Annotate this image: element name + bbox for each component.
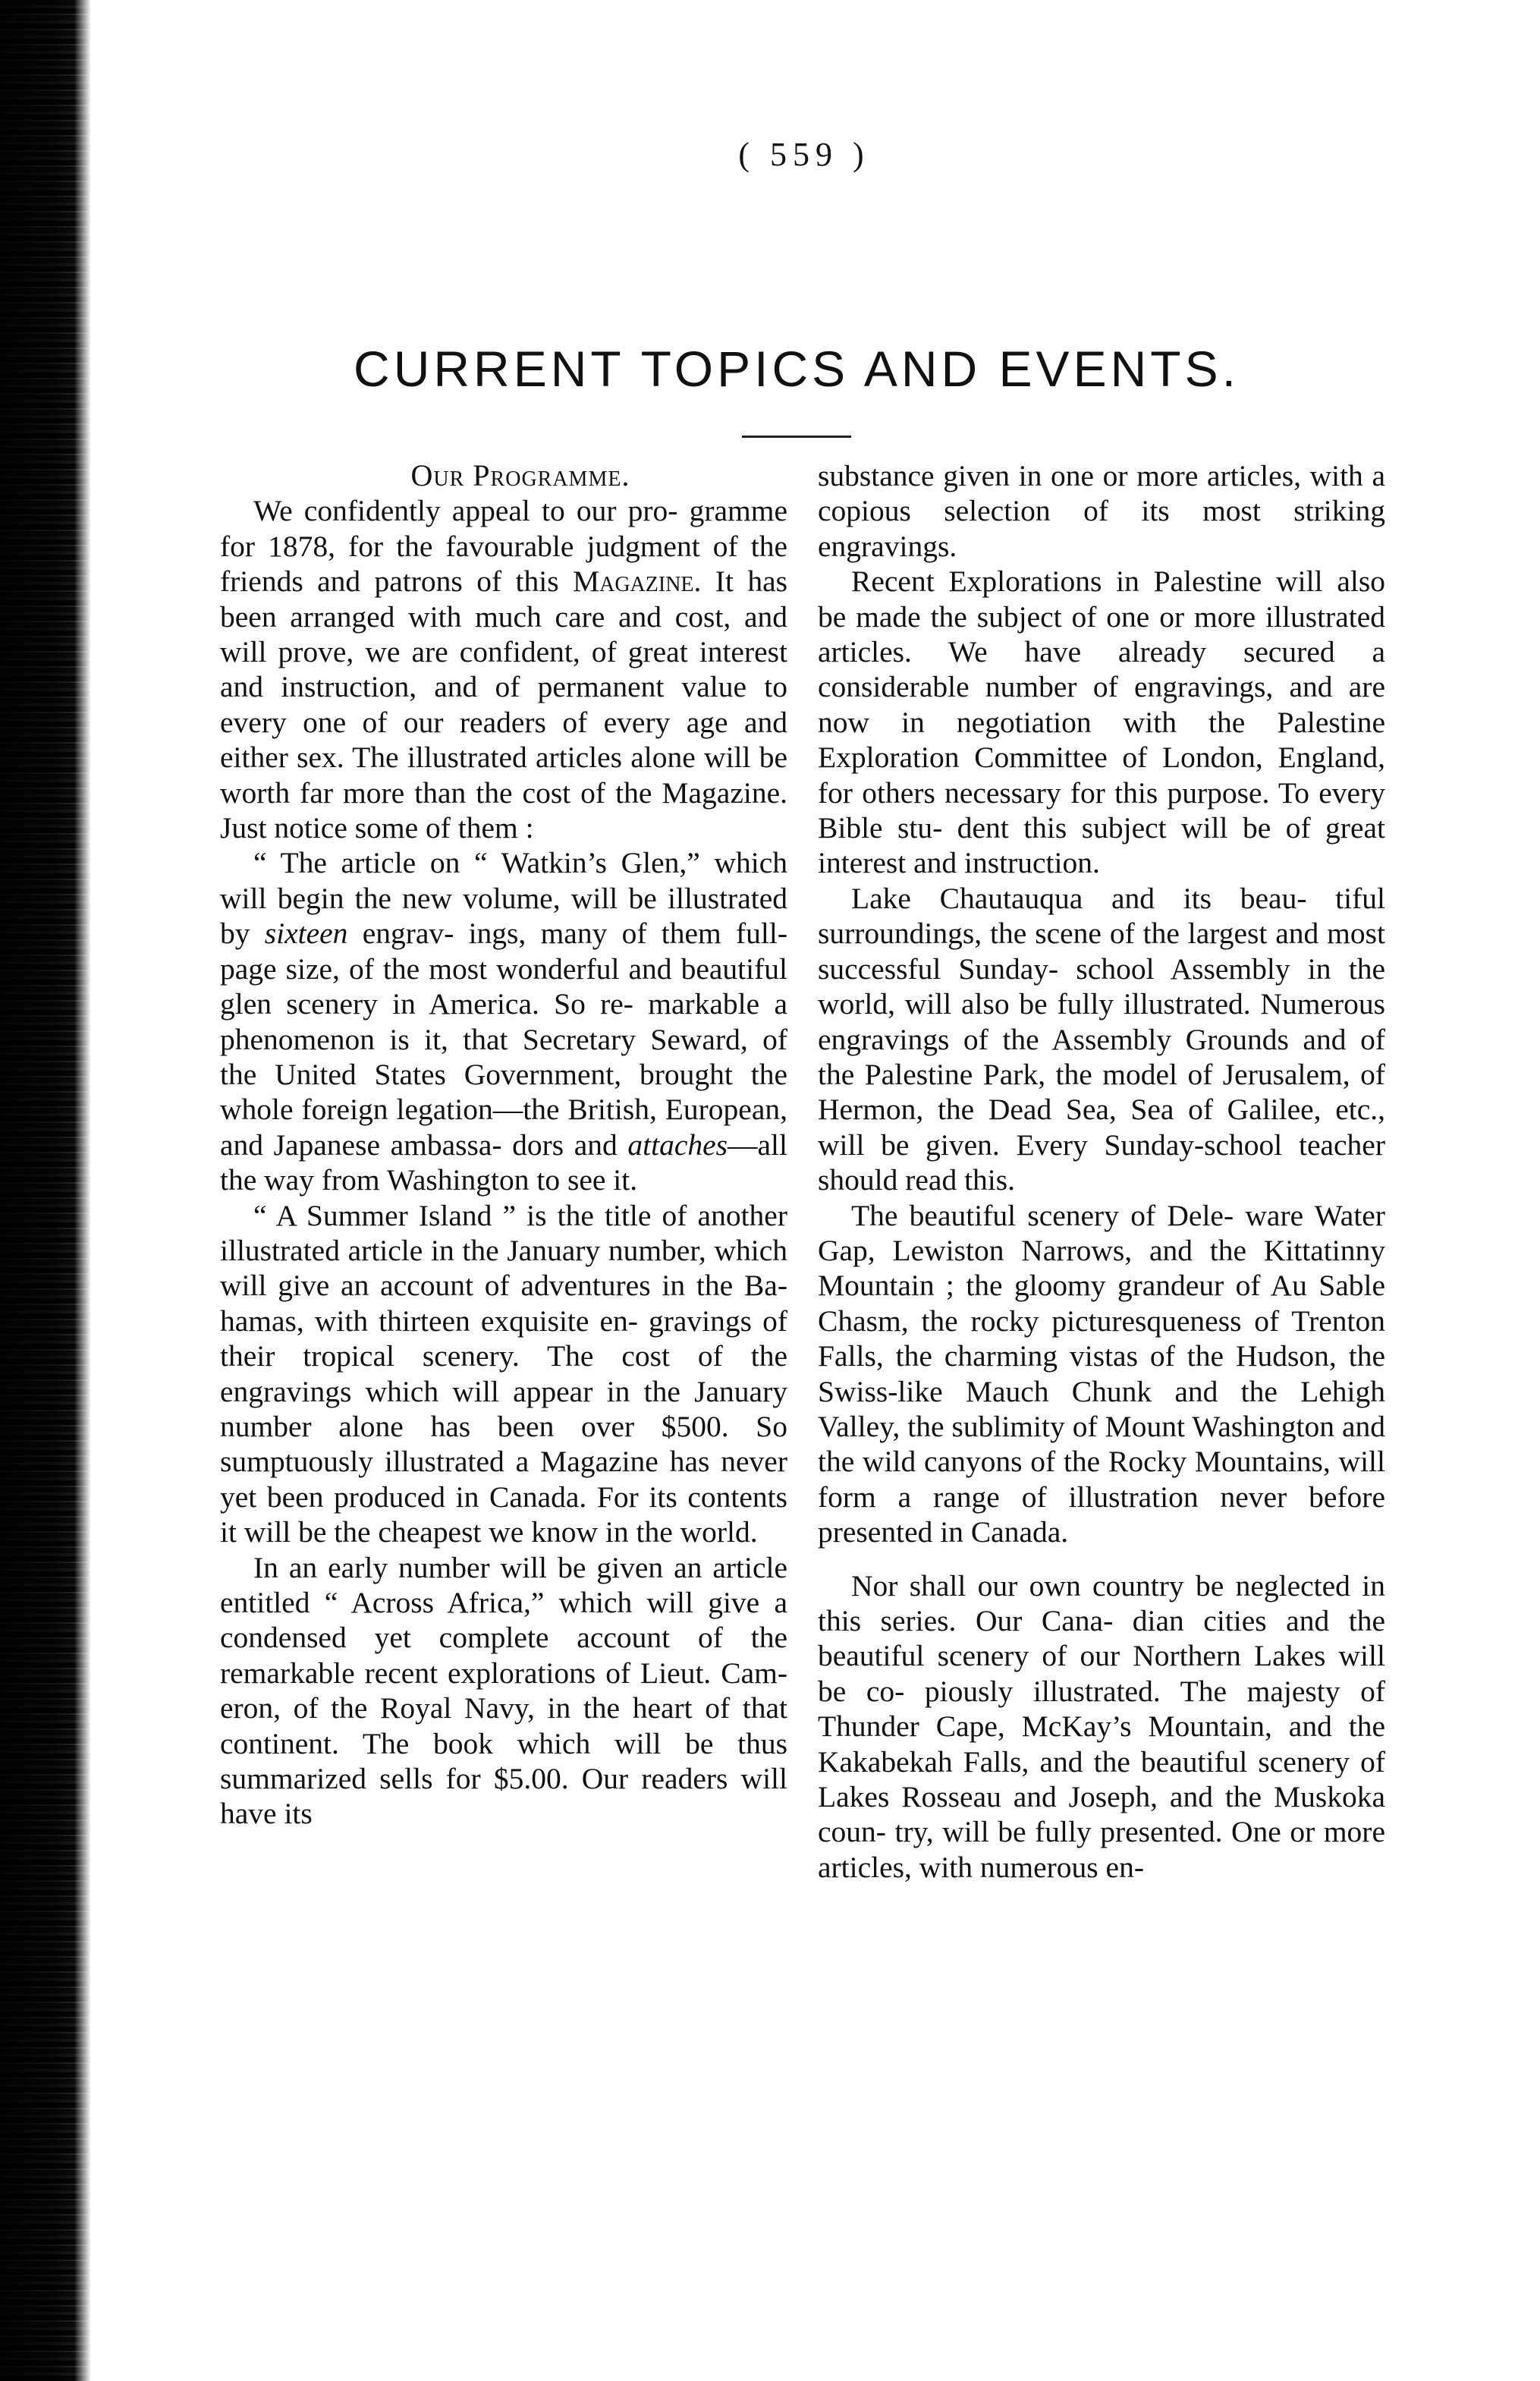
paragraph-lake-chautauqua: Lake Chautauqua and its beau- tiful surroundings, the scene of the largest and most successful Sunday- school Assembly in the world, will also be fully illustrated. Numerous engravings of the Assembly Grounds and of the Palestine Park, the model of Jerusalem, of Hermon, the Dead Sea, Sea of Galilee, etc., will be given. Every Sunday-school teacher should read this. xyxy=(818,881,1385,1197)
scanned-binding-edge xyxy=(0,0,91,2381)
paragraph-text: “ The article on “ Watkin’s Glen,” which will begin the new volume, will be illustrated by xyxy=(220,846,787,951)
paragraph-text: . It has been arranged with much care and cost, and will prove, we are confident, of great interest and instruction, and of permanent value to every one of our readers of every age and either sex. The illustrated articles alone will be worth far more than the cost of the Magazine. Just notice some of them : xyxy=(220,565,787,845)
paragraph-continued-substance: substance given in one or more articles, with a copious selection of its most striking engravings. xyxy=(818,459,1385,563)
paragraph-text: engrav- ings, many of them full-page size, of the most wonderful and beautiful glen scenery in America. So re- markable a phenomenon is it, that Secretary Seward, of the United States Government, brought the whole foreign legation—the British, European, and Japanese ambassa- dors and xyxy=(220,917,787,1162)
page-title: CURRENT TOPICS AND EVENTS. xyxy=(354,341,1240,397)
paragraph-american-scenery: The beautiful scenery of Dele- ware Water Gap, Lewiston Narrows, and the Kittatinny Mountain ; the gloomy grandeur of Au Sable Chasm, the rocky picturesqueness of Trenton Falls, the charming vistas of the Hudson, the Swiss-like Mauch Chunk and the Lehigh Valley, the sublimity of Mount Washington and the wild canyons of the Rocky Mountains, will form a range of illustration never before presented in Canada. xyxy=(818,1198,1385,1549)
page-number: ( 559 ) xyxy=(738,136,870,173)
paragraph-palestine: Recent Explorations in Palestine will also be made the subject of one or more illustrated articles. We have already secured a considerable number of engravings, and are now in negotiation with the Palestine Exploration Committee of London, England, for others necessary for this purpose. To every Bible stu- dent this subject will be of great interest and instruction. xyxy=(818,565,1385,880)
section-heading-our-programme: Our Programme. xyxy=(410,458,630,492)
paragraph-canadian-scenery: Nor shall our own country be neglected in this series. Our Cana- dian cities and the beautiful scenery of our Northern Lakes will be co- piously illustrated. The majesty of Thunder Cape, McKay’s Mountain, and the Kakabekah Falls, and the beautiful scenery of Lakes Rosseau and Joseph, and the Muskoka coun- try, will be fully presented. One or more articles, with numerous en- xyxy=(818,1568,1385,1884)
right-column xyxy=(818,458,1385,1885)
emphasis-sixteen: sixteen xyxy=(264,917,348,951)
magazine-name: Magazine xyxy=(572,565,694,599)
paragraph-programme-intro xyxy=(220,493,787,845)
paragraph-watkins-glen xyxy=(220,845,787,1197)
paragraph-text: We confidently appeal to our pro- gramme for 1878, for the favourable judgment of the friends and patrons of this xyxy=(220,494,787,599)
paragraph-text: —all the way from Washington to see it. xyxy=(220,1128,787,1197)
paragraph-summer-island: “ A Summer Island ” is the title of another illustrated article in the January number, which will give an account of adventures in the Ba- hamas, with thirteen exquisite en- gravings of their tropical scenery. The cost of the engravings which will appear in the January number alone has been over $500. So sumptuously illustrated a Magazine has never yet been produced in Canada. For its contents it will be the cheapest we know in the world. xyxy=(220,1198,787,1549)
paragraph-across-africa: In an early number will be given an article entitled “ Across Africa,” which will give a condensed yet complete account of the remarkable recent explorations of Lieut. Cam- eron, of the Royal Navy, in the heart of that continent. The book which will be thus summarized sells for $5.00. Our readers will have its xyxy=(220,1550,787,1831)
left-column xyxy=(220,458,787,1832)
title-divider xyxy=(742,436,851,438)
emphasis-attaches: attaches xyxy=(627,1128,728,1162)
